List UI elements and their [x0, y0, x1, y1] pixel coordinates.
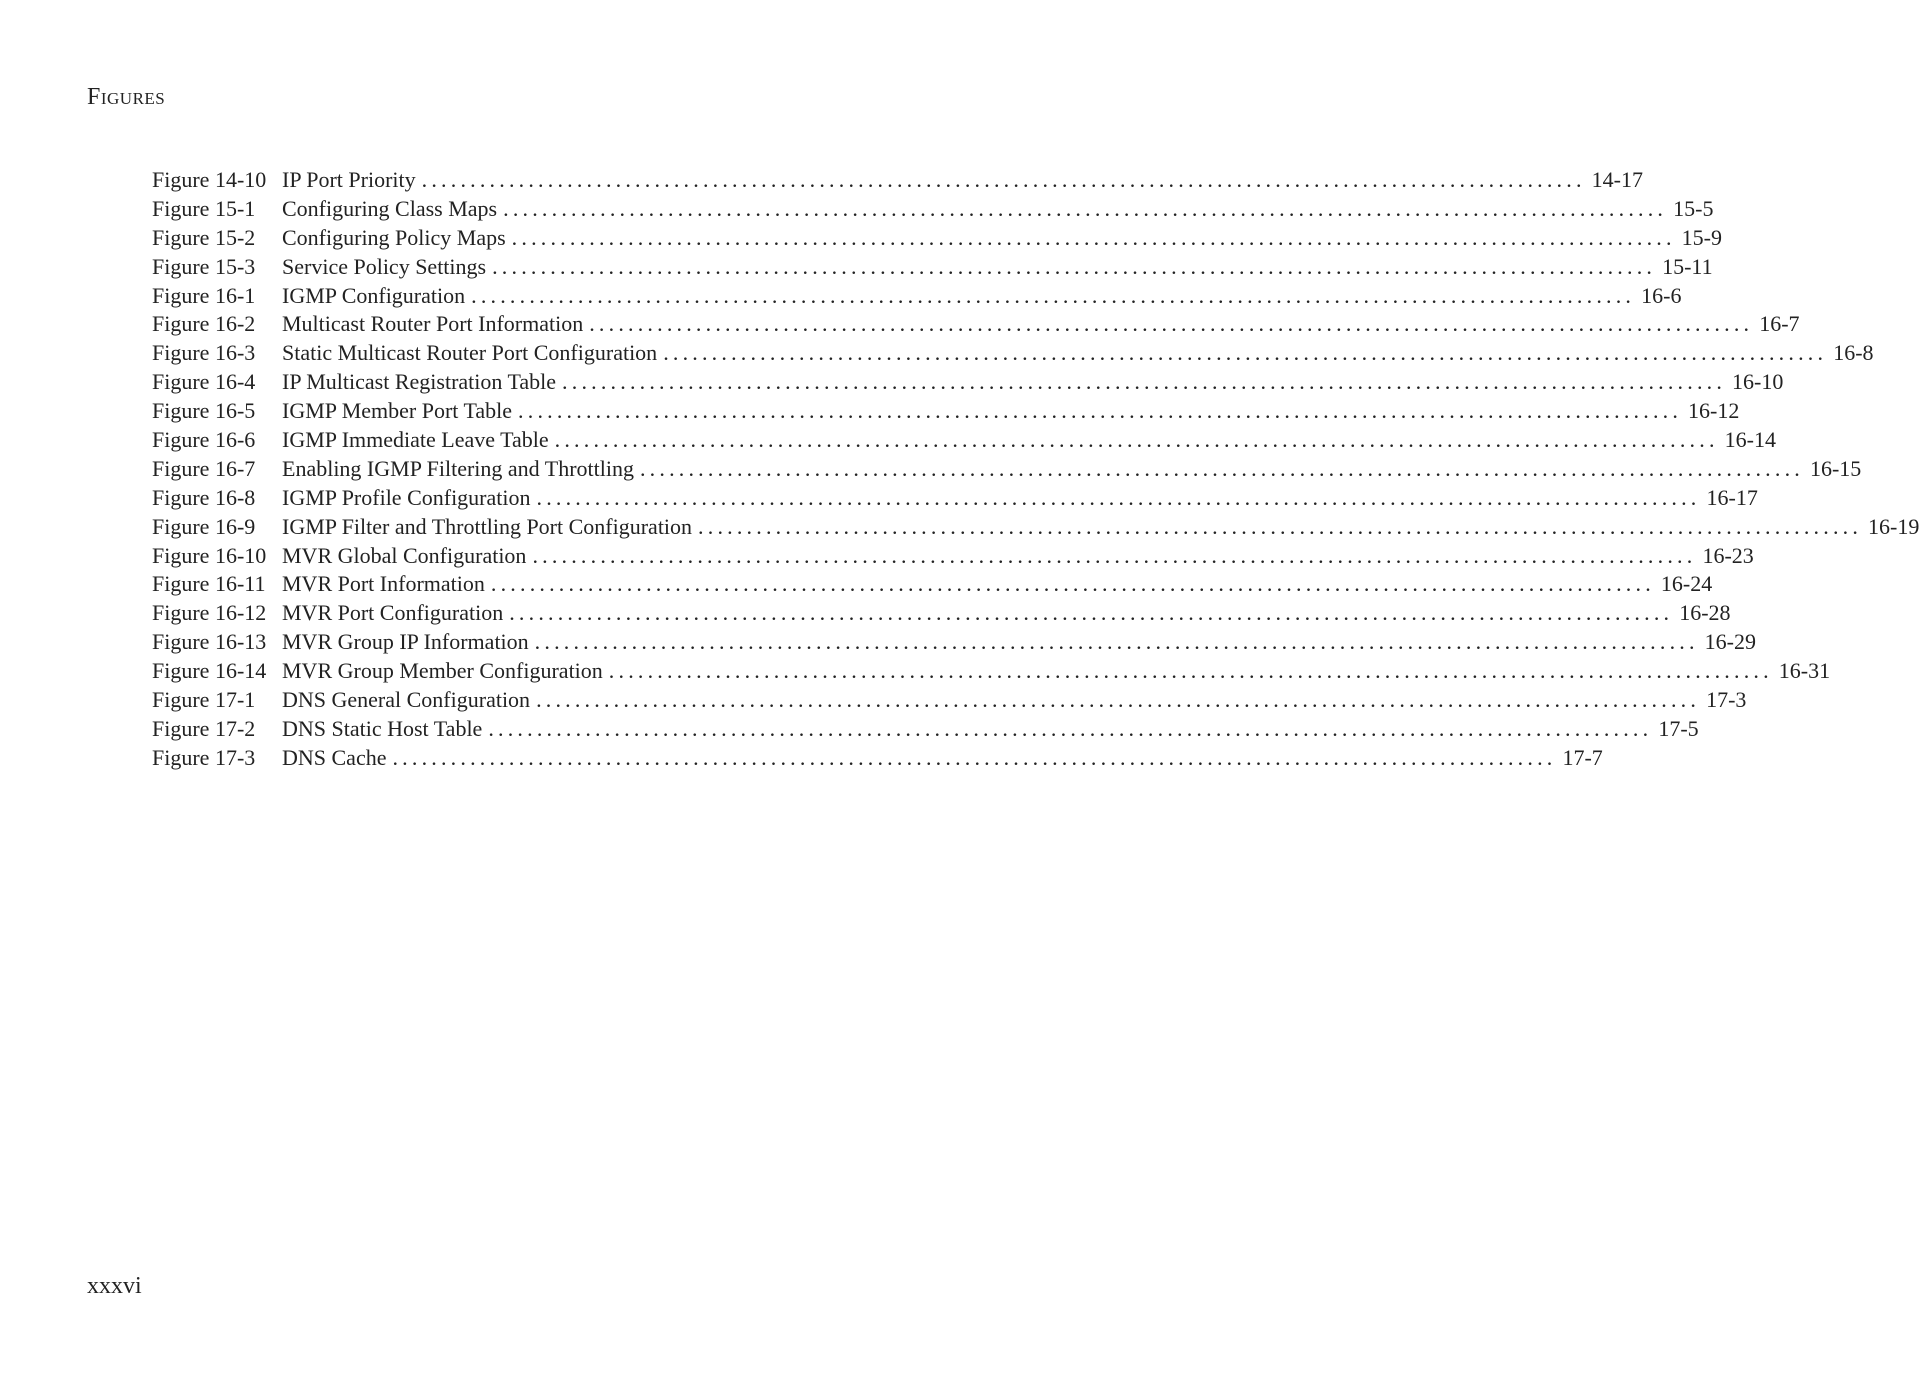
dot-leader: ........................................................................................................................ [492, 253, 1657, 279]
figure-title: IGMP Profile Configuration [282, 484, 531, 510]
dot-leader: ........................................................................................................................ [608, 658, 1773, 684]
toc-entry[interactable] [152, 629, 1756, 658]
dot-leader: ........................................................................................................................ [663, 340, 1828, 366]
dot-leader: ........................................................................................................................ [534, 629, 1699, 655]
figure-title: Service Policy Settings [282, 253, 487, 279]
toc-entry[interactable] [152, 311, 1800, 340]
dot-leader: ........................................................................................................................ [532, 542, 1697, 568]
running-header [87, 84, 165, 111]
toc-entry[interactable] [152, 167, 1643, 196]
figure-number: Figure 16-11 [152, 571, 266, 597]
figure-title: MVR Global Configuration [282, 542, 527, 568]
dot-leader: ........................................................................................................................ [536, 687, 1701, 713]
toc-entry[interactable] [152, 340, 1874, 369]
toc-entry[interactable] [152, 427, 1776, 456]
dot-leader: ........................................................................................................................ [698, 513, 1863, 539]
dot-leader: ........................................................................................................................ [392, 744, 1557, 770]
figure-number: Figure 16-13 [152, 629, 267, 655]
page-reference: 16-31 [1778, 658, 1831, 684]
figure-number: Figure 16-7 [152, 455, 256, 481]
dot-leader: ........................................................................................................................ [421, 167, 1586, 192]
page-reference: 16-28 [1679, 600, 1731, 626]
figure-title: MVR Port Information [282, 571, 485, 597]
figure-number: Figure 14-10 [152, 167, 267, 192]
figure-number: Figure 16-5 [152, 398, 256, 424]
page-reference: 16-17 [1706, 484, 1758, 510]
dot-leader: ........................................................................................................................ [518, 398, 1683, 424]
running-header-rest: IGURES [100, 89, 166, 108]
dot-leader: ........................................................................................................................ [536, 484, 1701, 510]
page-reference: 16-15 [1809, 455, 1862, 481]
toc-entry[interactable] [152, 513, 1919, 543]
dot-leader: ........................................................................................................................ [509, 600, 1674, 626]
figure-number: Figure 17-3 [152, 744, 256, 770]
figure-title: Enabling IGMP Filtering and Throttling [282, 455, 634, 481]
list-of-figures [152, 167, 1919, 774]
dot-leader: ........................................................................................................................ [471, 282, 1636, 308]
page-reference: 14-17 [1591, 167, 1643, 192]
page-reference: 16-23 [1702, 542, 1754, 568]
figure-number: Figure 15-1 [152, 195, 256, 221]
page-number: xxxvi [87, 1273, 142, 1299]
toc-entry[interactable] [152, 658, 1831, 687]
dot-leader: ........................................................................................................................ [511, 224, 1676, 250]
page-reference: 16-8 [1833, 340, 1874, 366]
toc-entry[interactable] [152, 484, 1758, 514]
figure-title: DNS Static Host Table [282, 715, 483, 741]
page-reference: 15-11 [1662, 253, 1713, 279]
dot-leader: ........................................................................................................................ [562, 369, 1727, 395]
figure-title: IGMP Filter and Throttling Port Configuration [282, 513, 693, 539]
page-reference: 17-5 [1658, 715, 1699, 741]
figure-title: Static Multicast Router Port Configuration [282, 340, 658, 366]
toc-entry[interactable] [152, 369, 1784, 398]
figure-title: DNS General Configuration [282, 687, 531, 713]
page-reference: 15-9 [1681, 224, 1722, 250]
toc-entry[interactable] [152, 282, 1682, 312]
toc-entry[interactable] [152, 600, 1731, 629]
figure-title: IP Multicast Registration Table [282, 369, 557, 395]
page-reference: 16-14 [1724, 427, 1776, 453]
figure-number: Figure 16-12 [152, 600, 267, 626]
figure-number: Figure 15-2 [152, 224, 256, 250]
figure-title: Configuring Class Maps [282, 195, 498, 221]
figure-number: Figure 16-2 [152, 311, 256, 337]
figure-title: IGMP Configuration [282, 282, 466, 308]
figure-number: Figure 16-10 [152, 542, 267, 568]
figure-title: IGMP Immediate Leave Table [282, 427, 549, 453]
figure-title: MVR Port Configuration [282, 600, 504, 626]
toc-entry[interactable] [152, 744, 1603, 774]
page-reference: 16-7 [1759, 311, 1800, 337]
dot-leader: ........................................................................................................................ [554, 427, 1719, 453]
page-reference: 16-12 [1688, 398, 1740, 424]
figure-number: Figure 16-4 [152, 369, 256, 395]
toc-entry[interactable] [152, 542, 1754, 572]
dot-leader: ........................................................................................................................ [488, 715, 1653, 741]
toc-entry[interactable] [152, 687, 1747, 716]
page-reference: 16-24 [1660, 571, 1713, 597]
toc-entry[interactable] [152, 253, 1713, 283]
figure-title: MVR Group Member Configuration [282, 658, 603, 684]
toc-entry[interactable] [152, 715, 1699, 745]
figure-number: Figure 17-2 [152, 715, 256, 741]
figure-title: IP Port Priority [282, 167, 416, 192]
toc-entry[interactable] [152, 195, 1714, 225]
figure-number: Figure 16-1 [152, 282, 256, 308]
figure-number: Figure 16-8 [152, 484, 256, 510]
figure-number: Figure 15-3 [152, 253, 256, 279]
figure-number: Figure 16-9 [152, 513, 256, 539]
toc-entry[interactable] [152, 455, 1862, 485]
figure-number: Figure 16-14 [152, 658, 267, 684]
figure-title: MVR Group IP Information [282, 629, 529, 655]
figure-number: Figure 17-1 [152, 687, 256, 713]
toc-entry[interactable] [152, 398, 1740, 427]
figure-number: Figure 16-3 [152, 340, 256, 366]
toc-entry[interactable] [152, 224, 1722, 254]
dot-leader: ........................................................................................................................ [639, 455, 1804, 481]
page-reference: 16-10 [1732, 369, 1784, 395]
page-reference: 15-5 [1673, 195, 1714, 221]
page-reference: 17-7 [1562, 744, 1603, 770]
figure-number: Figure 16-6 [152, 427, 256, 453]
page-reference: 16-19 [1868, 513, 1919, 539]
figure-title: Configuring Policy Maps [282, 224, 506, 250]
page-reference: 17-3 [1706, 687, 1747, 713]
page-reference: 16-29 [1704, 629, 1756, 655]
toc-entry[interactable] [152, 571, 1713, 600]
dot-leader: ........................................................................................................................ [503, 195, 1668, 221]
figure-title: IGMP Member Port Table [282, 398, 513, 424]
figure-title: Multicast Router Port Information [282, 311, 584, 337]
page-reference: 16-6 [1641, 282, 1682, 308]
dot-leader: ........................................................................................................................ [589, 311, 1754, 337]
running-header-initial: F [87, 84, 101, 110]
dot-leader: ........................................................................................................................ [490, 571, 1655, 597]
figure-title: DNS Cache [282, 744, 387, 770]
